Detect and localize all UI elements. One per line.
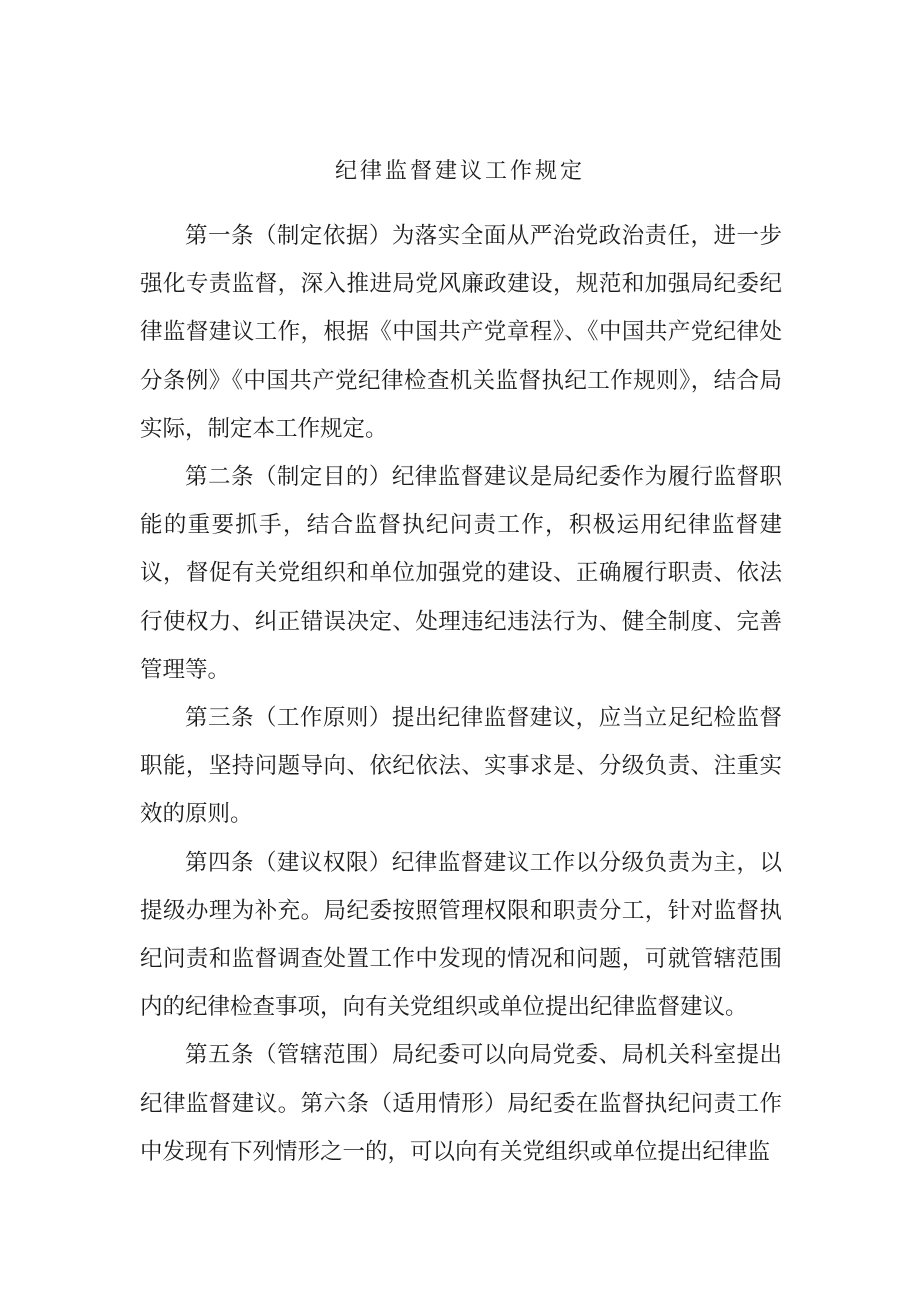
- document-title: 纪律监督建议工作规定: [334, 159, 585, 184]
- article-2-paragraph: 第二条（制定目的）纪律监督建议是局纪委作为履行监督职能的重要抓手，结合监督执纪问责工作，积极运用纪律监督建议，督促有关党组织和单位加强党的建设、正确履行职责、依法行使权力、纠正错误决定、处理违纪违法行为、健全制度、完善管理等。: [140, 464, 782, 683]
- document-body: [140, 212, 782, 1176]
- article-4-paragraph: 第四条（建议权限）纪律监督建议工作以分级负责为主，以提级办理为补充。局纪委按照管理权限和职责分工，针对监督执纪问责和监督调查处置工作中发现的情况和问题，可就管辖范围内的纪律检查事项，向有关党组织或单位提出纪律监督建议。: [140, 849, 782, 1021]
- article-5-6-paragraph: 第五条（管辖范围）局纪委可以向局党委、局机关科室提出纪律监督建议。第六条（适用情形）局纪委在监督执纪问责工作中发现有下列情形之一的，可以向有关党组织或单位提出纪律监: [140, 1042, 782, 1165]
- article-1-paragraph: 第一条（制定依据）为落实全面从严治党政治责任，进一步强化专责监督，深入推进局党风廉政建设，规范和加强局纪委纪律监督建议工作，根据《中国共产党章程》、《中国共产党纪律处分条例》《中国共产党纪律检查机关监督执纪工作规则》，结合局实际，制定本工作规定。: [140, 223, 782, 442]
- article-3-paragraph: 第三条（工作原则）提出纪律监督建议，应当立足纪检监督职能，坚持问题导向、依纪依法、实事求是、分级负责、注重实效的原则。: [140, 705, 782, 828]
